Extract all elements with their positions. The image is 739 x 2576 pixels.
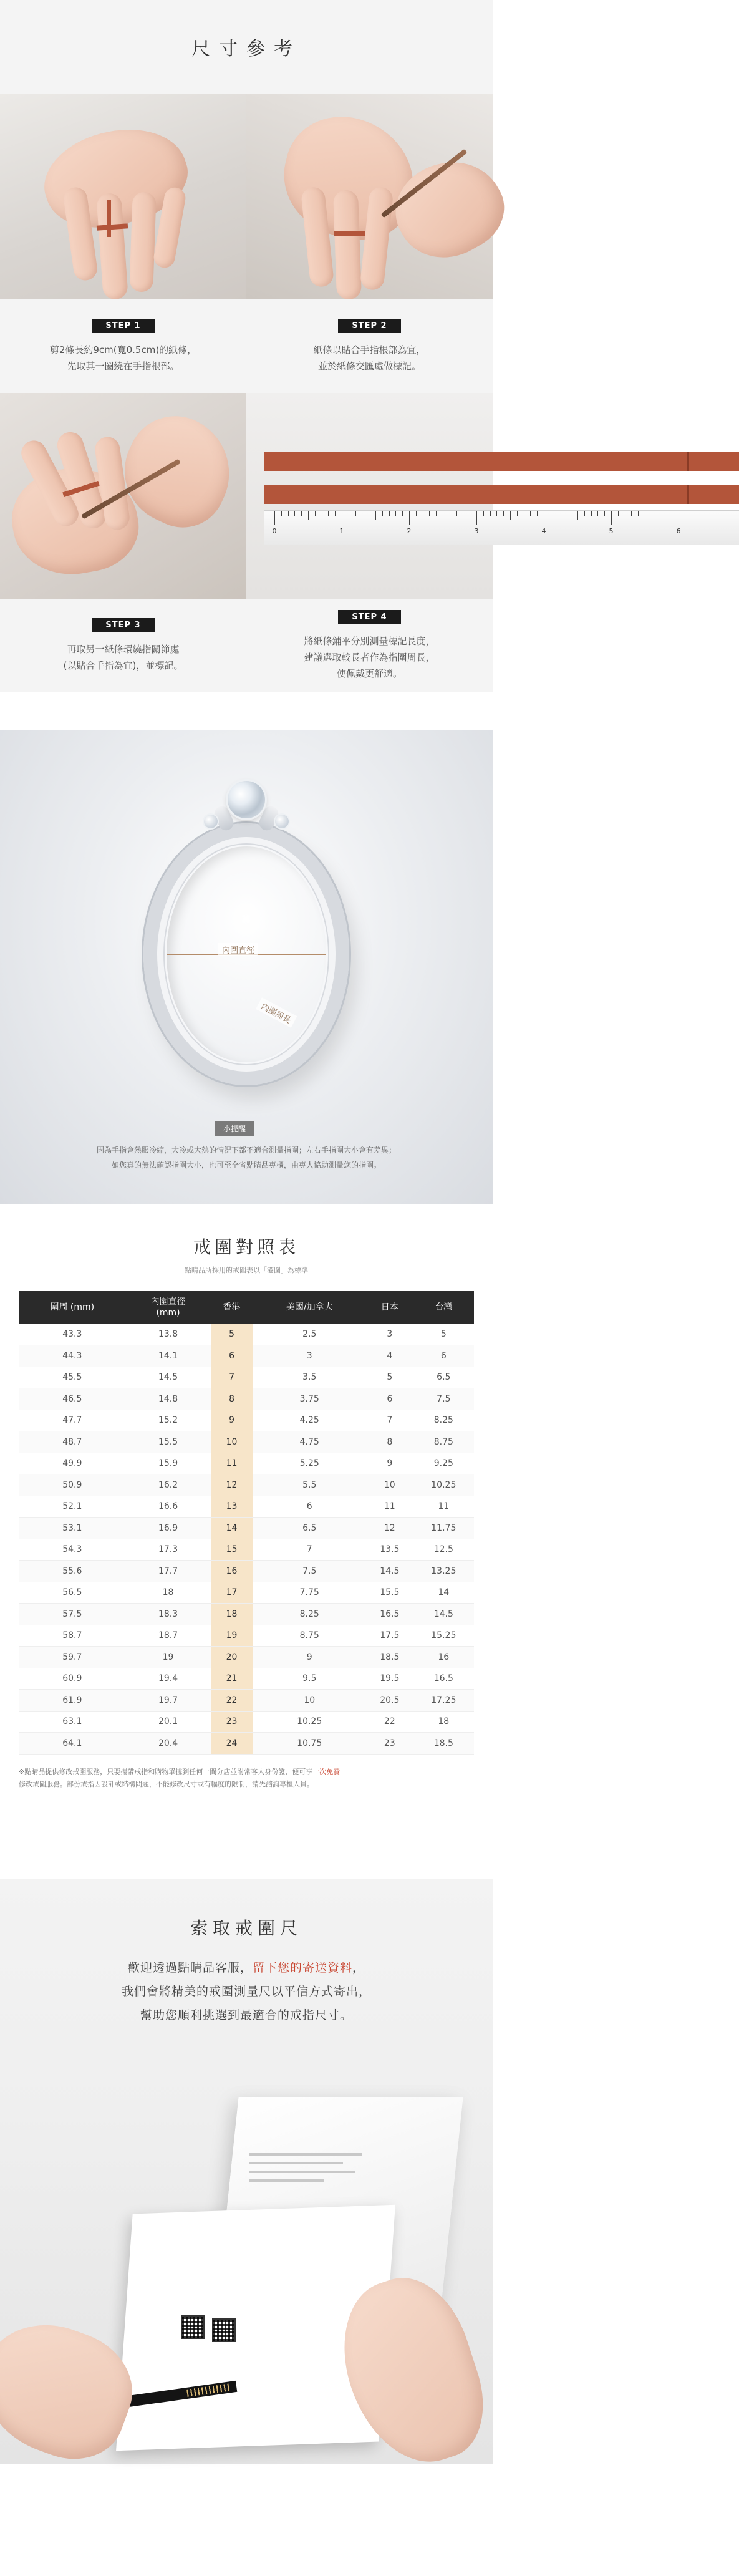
table-header-row — [19, 1291, 474, 1324]
hk-size-cell: 13 — [211, 1496, 253, 1518]
step4-line3: 使佩戴更舒適。 — [336, 667, 402, 679]
table-cell: 9.5 — [253, 1668, 366, 1690]
card-text-lines — [249, 2153, 374, 2188]
ruler-tick — [416, 511, 417, 516]
table-row — [19, 1539, 474, 1561]
ring-diagram-section — [0, 730, 493, 1204]
chart-subtitle: 點睛品所採用的戒圍表以「港圍」為標準 — [185, 1266, 308, 1274]
table-cell: 22 — [366, 1711, 413, 1733]
chart-note-line2: 修改戒圍服務。部份戒指因設計或結構問題，不能修改尺寸或有幅度的限制，請先諮詢專櫃人員。 — [19, 1779, 314, 1788]
table-cell: 2.5 — [253, 1324, 366, 1345]
step4-line2: 建議選取較長者作為指圍周長， — [304, 651, 435, 663]
table-cell: 7.75 — [253, 1582, 366, 1604]
request-body — [0, 1956, 493, 2027]
hk-size-cell: 17 — [211, 1582, 253, 1604]
table-header-cell: 圍周 (mm) — [19, 1291, 126, 1324]
paper-strip-top — [264, 452, 739, 471]
step2-line2: 並於紙條交匯處做標記。 — [317, 360, 421, 372]
hk-size-cell: 20 — [211, 1647, 253, 1668]
table-cell: 7.5 — [413, 1388, 474, 1410]
ruler-tick — [308, 511, 309, 520]
step3-badge: STEP 3 — [92, 618, 154, 632]
step1-card — [0, 299, 246, 393]
hk-size-cell: 6 — [211, 1345, 253, 1367]
ruler-tick — [591, 511, 592, 516]
hk-size-cell: 7 — [211, 1367, 253, 1388]
paper-strip-bottom — [264, 485, 739, 504]
hk-size-cell: 11 — [211, 1453, 253, 1474]
table-cell: 4.75 — [253, 1431, 366, 1453]
ruler-tick — [436, 511, 437, 516]
chart-title: 戒圍對照表 — [193, 1237, 299, 1257]
table-header-cell: 日本 — [366, 1291, 413, 1324]
table-cell: 49.9 — [19, 1453, 126, 1474]
hk-size-cell: 22 — [211, 1690, 253, 1712]
step4-badge: STEP 4 — [338, 610, 400, 624]
step3-line1: 再取另一紙條環繞指關節處 — [67, 643, 180, 655]
request-line1-a: 歡迎透過點睛品客服， — [127, 1961, 253, 1975]
table-row — [19, 1453, 474, 1474]
step2-card — [246, 299, 493, 393]
ruler-tick — [301, 511, 302, 516]
step3-card — [0, 599, 246, 692]
table-cell: 16.2 — [126, 1474, 211, 1496]
table-cell: 14.5 — [413, 1604, 474, 1625]
table-cell: 47.7 — [19, 1410, 126, 1431]
ruler-tick — [597, 511, 598, 516]
table-cell: 46.5 — [19, 1388, 126, 1410]
ruler-tick — [456, 511, 457, 516]
table-cell: 8.75 — [413, 1431, 474, 1453]
ruler-tick — [537, 511, 538, 516]
table-cell: 18.5 — [413, 1733, 474, 1755]
hk-size-cell: 23 — [211, 1711, 253, 1733]
table-cell: 15.5 — [126, 1431, 211, 1453]
table-cell: 9 — [366, 1453, 413, 1474]
table-row — [19, 1668, 474, 1690]
hk-size-cell: 12 — [211, 1474, 253, 1496]
inner-diameter-label: 內圍直徑 — [218, 943, 258, 956]
table-cell: 58.7 — [19, 1625, 126, 1647]
table-cell: 4.25 — [253, 1410, 366, 1431]
table-header-cell: 美國/加拿大 — [253, 1291, 366, 1324]
table-header-cell: 香港 — [211, 1291, 253, 1324]
ruler-tick — [395, 511, 396, 516]
tip-line1: 因為手指會熱脹冷縮，大冷或大熱的情況下都不適合測量指圍；左右手指圍大小會有差異； — [96, 1146, 396, 1155]
request-sizer-section — [0, 1879, 493, 2464]
ruler-tick — [611, 511, 612, 525]
ruler-tick — [503, 511, 504, 516]
tip-text — [37, 1143, 455, 1173]
table-cell: 17.25 — [413, 1690, 474, 1712]
table-row — [19, 1410, 474, 1431]
ruler-tick — [315, 511, 316, 516]
table-cell: 6 — [413, 1345, 474, 1367]
ruler-tick — [382, 511, 383, 516]
table-cell: 15.5 — [366, 1582, 413, 1604]
table-cell: 4 — [366, 1345, 413, 1367]
request-line1-b: ， — [352, 1961, 365, 1975]
hk-size-cell: 10 — [211, 1431, 253, 1453]
step1-line2: 先取其一圈繞在手指根部。 — [67, 360, 180, 372]
table-cell: 53.1 — [19, 1518, 126, 1539]
tip-badge: 小提醒 — [215, 1121, 254, 1136]
size-chart-section — [0, 1204, 493, 1879]
table-cell: 11 — [366, 1496, 413, 1518]
table-cell: 54.3 — [19, 1539, 126, 1561]
table-cell: 14 — [413, 1582, 474, 1604]
size-chart-table — [19, 1291, 474, 1755]
hk-size-cell: 18 — [211, 1604, 253, 1625]
table-cell: 6 — [366, 1388, 413, 1410]
table-cell: 63.1 — [19, 1711, 126, 1733]
table-cell: 14.1 — [126, 1345, 211, 1367]
table-cell: 43.3 — [19, 1324, 126, 1345]
ruler-tick — [618, 511, 619, 516]
table-cell: 5 — [413, 1324, 474, 1345]
table-cell: 16.5 — [366, 1604, 413, 1625]
table-cell: 16 — [413, 1647, 474, 1668]
ruler-tick — [476, 511, 477, 525]
ruler-number: 3 — [474, 527, 479, 535]
table-row — [19, 1733, 474, 1755]
table-cell: 18 — [413, 1711, 474, 1733]
chart-note-highlight: 一次免費 — [312, 1767, 341, 1776]
table-cell: 16.9 — [126, 1518, 211, 1539]
table-cell: 10 — [253, 1690, 366, 1712]
ruler-tick — [409, 511, 410, 525]
table-cell: 10.75 — [253, 1733, 366, 1755]
ruler-number: 4 — [541, 527, 546, 535]
table-cell: 57.5 — [19, 1604, 126, 1625]
table-cell: 60.9 — [19, 1668, 126, 1690]
table-cell: 3 — [253, 1345, 366, 1367]
ruler-tick — [281, 511, 282, 516]
table-cell: 14.8 — [126, 1388, 211, 1410]
request-title: 索取戒圍尺 — [190, 1918, 302, 1939]
table-cell: 45.5 — [19, 1367, 126, 1388]
table-row — [19, 1496, 474, 1518]
step2-badge: STEP 2 — [338, 319, 400, 333]
table-row — [19, 1518, 474, 1539]
table-cell: 19 — [126, 1647, 211, 1668]
table-row — [19, 1474, 474, 1496]
step2-line1: 紙條以貼合手指根部為宜， — [313, 344, 426, 356]
ruler — [264, 510, 739, 545]
step3-photo — [0, 393, 246, 599]
table-cell: 14.5 — [126, 1367, 211, 1388]
table-cell: 18 — [126, 1582, 211, 1604]
table-row — [19, 1324, 474, 1345]
request-line1-highlight: 留下您的寄送資料 — [252, 1961, 352, 1975]
hk-size-cell: 14 — [211, 1518, 253, 1539]
table-row — [19, 1625, 474, 1647]
table-cell: 13.8 — [126, 1324, 211, 1345]
ruler-tick — [274, 511, 275, 525]
table-cell: 19.7 — [126, 1690, 211, 1712]
table-cell: 48.7 — [19, 1431, 126, 1453]
ruler-tick — [631, 511, 632, 516]
ruler-number: 1 — [339, 527, 344, 535]
table-cell: 55.6 — [19, 1561, 126, 1582]
ruler-tick — [402, 511, 403, 516]
ruler-tick — [530, 511, 531, 516]
table-cell: 59.7 — [19, 1647, 126, 1668]
tip-line2: 如您真的無法確認指圍大小，也可至全省點睛品專櫃，由專人協助測量您的指圍。 — [111, 1161, 381, 1169]
chart-note — [19, 1766, 474, 1791]
ruler-tick — [496, 511, 497, 516]
ruler-tick — [288, 511, 289, 516]
ruler-number: 2 — [407, 527, 412, 535]
ruler-tick — [490, 511, 491, 516]
hk-size-cell: 5 — [211, 1324, 253, 1345]
ruler-tick — [604, 511, 605, 516]
ruler-tick — [638, 511, 639, 516]
ruler-tick — [510, 511, 511, 520]
table-cell: 7 — [253, 1539, 366, 1561]
table-cell: 19.4 — [126, 1668, 211, 1690]
table-cell: 8.75 — [253, 1625, 366, 1647]
table-cell: 23 — [366, 1733, 413, 1755]
table-cell: 20.4 — [126, 1733, 211, 1755]
ruler-tick — [389, 511, 390, 516]
table-cell: 19.5 — [366, 1668, 413, 1690]
table-row — [19, 1582, 474, 1604]
table-cell: 5.5 — [253, 1474, 366, 1496]
step2-photo — [246, 94, 493, 299]
table-cell: 44.3 — [19, 1345, 126, 1367]
table-cell: 17.7 — [126, 1561, 211, 1582]
step3-line2: (以貼合手指為宜)，並標記。 — [63, 659, 183, 671]
ruler-tick — [328, 511, 329, 516]
table-cell: 17.3 — [126, 1539, 211, 1561]
table-cell: 14.5 — [366, 1561, 413, 1582]
table-cell: 56.5 — [19, 1582, 126, 1604]
measurement-steps — [0, 94, 681, 692]
table-cell: 18.3 — [126, 1604, 211, 1625]
hk-size-cell: 15 — [211, 1539, 253, 1561]
table-cell: 8.25 — [413, 1410, 474, 1431]
ruler-number: 0 — [272, 527, 277, 535]
qr-code-icon — [212, 2318, 236, 2342]
table-cell: 15.25 — [413, 1625, 474, 1647]
table-cell: 3.75 — [253, 1388, 366, 1410]
table-cell: 3 — [366, 1324, 413, 1345]
ruler-tick — [335, 511, 336, 516]
table-row — [19, 1690, 474, 1712]
ruler-tick — [429, 511, 430, 516]
ruler-tick — [577, 511, 578, 520]
table-cell: 12.5 — [413, 1539, 474, 1561]
table-cell: 20.5 — [366, 1690, 413, 1712]
table-cell: 8.25 — [253, 1604, 366, 1625]
table-cell: 15.2 — [126, 1410, 211, 1431]
table-cell: 16.6 — [126, 1496, 211, 1518]
step1-photo — [0, 94, 246, 299]
step1-badge: STEP 1 — [92, 319, 154, 333]
hk-size-cell: 16 — [211, 1561, 253, 1582]
table-header-cell: 內圍直徑 (mm) — [126, 1291, 211, 1324]
step4-card — [246, 599, 493, 692]
table-cell: 13.25 — [413, 1561, 474, 1582]
table-cell: 7 — [366, 1410, 413, 1431]
table-cell: 11.75 — [413, 1518, 474, 1539]
hk-size-cell: 24 — [211, 1733, 253, 1755]
table-cell: 6.5 — [253, 1518, 366, 1539]
table-header-cell: 台灣 — [413, 1291, 474, 1324]
ruler-number: 6 — [676, 527, 681, 535]
table-cell: 9 — [253, 1647, 366, 1668]
table-row — [19, 1345, 474, 1367]
inner-circumference-label: 內圍周長 — [256, 997, 297, 1028]
table-cell: 52.1 — [19, 1496, 126, 1518]
hk-size-cell: 9 — [211, 1410, 253, 1431]
table-row — [19, 1561, 474, 1582]
table-cell: 11 — [413, 1496, 474, 1518]
chart-note-line1: ※點睛品提供修改戒圍服務，只要攜帶戒指和購物單據到任何一間分店並附常客人身份證，便可享 — [19, 1767, 313, 1776]
size-reference-title: 尺寸參考 — [191, 38, 301, 60]
ruler-tick — [375, 511, 376, 520]
table-cell: 5.25 — [253, 1453, 366, 1474]
qr-code-icon — [181, 2315, 205, 2339]
table-cell: 15.9 — [126, 1453, 211, 1474]
ruler-number: 5 — [609, 527, 614, 535]
table-cell: 20.1 — [126, 1711, 211, 1733]
table-cell: 5 — [366, 1367, 413, 1388]
request-line3: 幫助您順利挑選到最適合的戒指尺寸。 — [140, 2008, 352, 2022]
size-reference-header — [0, 0, 493, 94]
table-cell: 9.25 — [413, 1453, 474, 1474]
table-row — [19, 1647, 474, 1668]
table-cell: 10.25 — [253, 1711, 366, 1733]
ruler-tick — [294, 511, 295, 516]
table-cell: 6.5 — [413, 1367, 474, 1388]
step4-line1: 將紙條鋪平分別測量標記長度， — [304, 635, 435, 647]
table-cell: 12 — [366, 1518, 413, 1539]
ruler-tick — [355, 511, 356, 516]
hk-size-cell: 8 — [211, 1388, 253, 1410]
table-row — [19, 1431, 474, 1453]
ruler-tick — [584, 511, 585, 516]
table-cell: 18.5 — [366, 1647, 413, 1668]
table-cell: 7.5 — [253, 1561, 366, 1582]
table-cell: 6 — [253, 1496, 366, 1518]
table-cell: 16.5 — [413, 1668, 474, 1690]
table-cell: 10.25 — [413, 1474, 474, 1496]
table-cell: 3.5 — [253, 1367, 366, 1388]
step1-line1: 剪2條長約9cm(寬0.5cm)的紙條， — [49, 344, 197, 356]
hk-size-cell: 21 — [211, 1668, 253, 1690]
hk-size-cell: 19 — [211, 1625, 253, 1647]
table-row — [19, 1711, 474, 1733]
request-line2: 我們會將精美的戒圍測量尺以平信方式寄出， — [121, 1985, 371, 1998]
step4-photo — [246, 393, 681, 599]
ruler-tick — [517, 511, 518, 516]
table-row — [19, 1388, 474, 1410]
table-row — [19, 1367, 474, 1388]
table-cell: 8 — [366, 1431, 413, 1453]
table-cell: 50.9 — [19, 1474, 126, 1496]
table-row — [19, 1604, 474, 1625]
table-cell: 18.7 — [126, 1625, 211, 1647]
table-cell: 13.5 — [366, 1539, 413, 1561]
ruler-tick — [483, 511, 484, 516]
ring-diamond — [215, 781, 278, 837]
table-cell: 10 — [366, 1474, 413, 1496]
table-cell: 17.5 — [366, 1625, 413, 1647]
table-cell: 61.9 — [19, 1690, 126, 1712]
table-cell: 64.1 — [19, 1733, 126, 1755]
